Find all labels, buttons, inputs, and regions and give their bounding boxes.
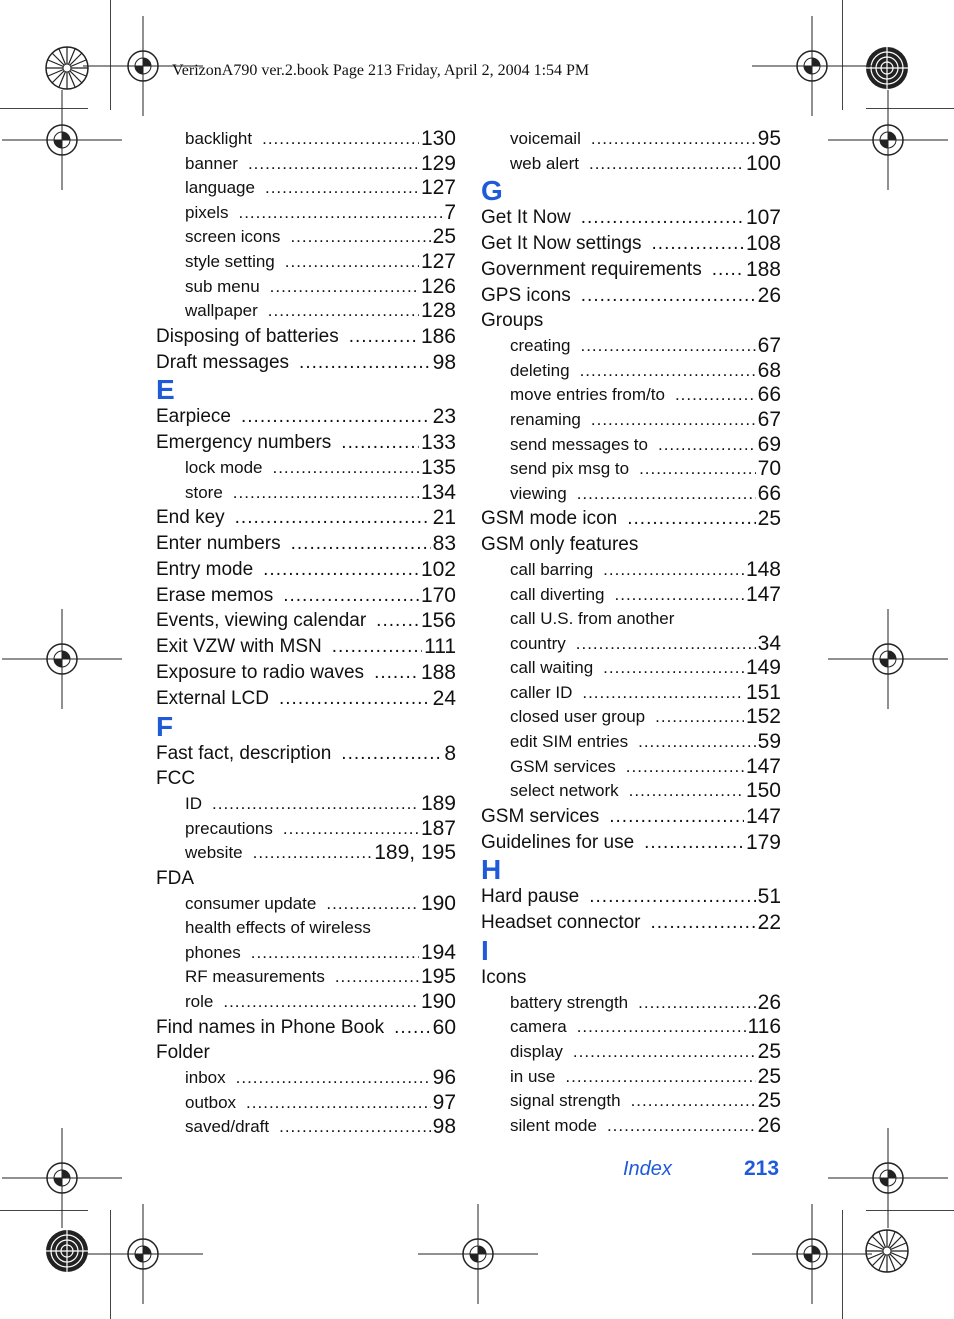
entry-term: pixels [185, 202, 229, 222]
index-subentry [156, 892, 456, 917]
index-subentry [481, 730, 781, 755]
entry-term: display [510, 1042, 563, 1062]
index-subentry [156, 1091, 456, 1116]
entry-page-number: 187 [420, 816, 456, 840]
dot-leader [651, 910, 756, 936]
entry-page-number: 195 [420, 965, 456, 989]
entry-term: closed user group [510, 707, 646, 727]
dot-leader [332, 634, 422, 660]
entry-page-number: 149 [745, 656, 781, 680]
entry-page-number: 130 [420, 127, 456, 150]
entry-term: call waiting [510, 658, 594, 678]
entry-term: banner [185, 153, 238, 173]
entry-page-number: 95 [757, 127, 781, 150]
dot-leader [374, 660, 419, 686]
entry-term: consumer update [185, 893, 317, 913]
dot-leader [223, 990, 419, 1015]
index-heading: Folder [156, 1042, 210, 1064]
entry-term: Find names in Phone Book [156, 1016, 385, 1038]
entry-page-number: 25 [432, 225, 456, 249]
index-subentry [481, 383, 781, 408]
dot-leader [609, 804, 744, 830]
index-subentry [156, 1115, 456, 1140]
entry-term: Guidelines for use [481, 831, 635, 853]
entry-term: camera [510, 1017, 567, 1037]
dot-leader [565, 1065, 755, 1090]
dot-leader [655, 705, 744, 730]
index-entry [156, 583, 456, 609]
dot-leader [326, 892, 419, 917]
entry-page-number: 60 [432, 1015, 456, 1039]
entry-term: GSM mode icon [481, 508, 618, 530]
entry-page-number: 148 [745, 557, 781, 581]
dot-leader [577, 1015, 746, 1040]
dot-leader [279, 1115, 431, 1140]
entry-page-number: 66 [757, 383, 781, 407]
dot-leader [262, 127, 419, 152]
index-subentry [481, 1114, 781, 1139]
entry-page-number: 25 [757, 1089, 781, 1113]
entry-page-number: 126 [420, 274, 456, 298]
dot-leader [212, 792, 419, 817]
dot-leader [376, 608, 419, 634]
entry-page-number: 108 [745, 231, 781, 255]
index-subentry [156, 481, 456, 506]
index-subentry [156, 1066, 456, 1091]
entry-page-number: 25 [757, 507, 781, 531]
index-entry [481, 910, 781, 936]
dot-leader [235, 505, 431, 531]
dot-leader [251, 941, 419, 966]
entry-term: store [185, 482, 223, 502]
entry-page-number: 26 [757, 990, 781, 1014]
entry-page-number: 67 [757, 407, 781, 431]
dot-leader [712, 257, 744, 283]
index-column-right [481, 127, 781, 1138]
entry-page-number: 26 [757, 283, 781, 307]
entry-term: creating [510, 336, 571, 356]
entry-page-number: 190 [420, 990, 456, 1014]
entry-page-number: 8 [444, 741, 456, 765]
dot-leader [638, 730, 756, 755]
entry-term: RF measurements [185, 967, 325, 987]
entry-term: Earpiece [156, 406, 231, 428]
entry-page-number: 98 [432, 1115, 456, 1139]
dot-leader [272, 456, 418, 481]
entry-page-number: 97 [432, 1090, 456, 1114]
index-subentry [156, 990, 456, 1015]
index-section-letter: I [481, 935, 489, 967]
entry-page-number: 67 [757, 334, 781, 358]
dot-leader [233, 481, 419, 506]
entry-term: Get It Now [481, 207, 571, 229]
index-subentry [481, 779, 781, 804]
dot-leader [268, 299, 419, 324]
entry-page-number: 194 [420, 940, 456, 964]
dot-leader [631, 1089, 756, 1114]
entry-page-number: 68 [757, 358, 781, 382]
entry-term: Entry mode [156, 558, 254, 580]
index-subentry [481, 755, 781, 780]
dot-leader [580, 334, 755, 359]
entry-page-number: 26 [757, 1113, 781, 1137]
dot-leader [236, 1066, 431, 1091]
entry-term: Erase memos [156, 584, 274, 606]
entry-term: Events, viewing calendar [156, 610, 367, 632]
index-subentry [481, 1040, 781, 1065]
index-entry [156, 324, 456, 350]
index-subentry [156, 250, 456, 275]
entry-term: caller ID [510, 682, 573, 702]
index-subentry [481, 681, 781, 706]
index-subentry [156, 152, 456, 177]
dot-leader [638, 991, 756, 1016]
index-subentry [481, 1089, 781, 1114]
page-number: 213 [744, 1157, 780, 1180]
dot-leader [577, 482, 756, 507]
index-subentry-continued: call U.S. from another [510, 609, 675, 629]
entry-page-number: 70 [757, 457, 781, 481]
index-entry [156, 505, 456, 531]
dot-leader [394, 1015, 431, 1041]
registration-crosshair-icon [826, 597, 950, 721]
dot-leader [341, 741, 442, 767]
entry-page-number: 186 [420, 324, 456, 348]
index-entry [156, 430, 456, 456]
dot-leader [279, 686, 431, 712]
dot-leader [349, 324, 419, 350]
entry-term: precautions [185, 818, 273, 838]
index-entry [156, 531, 456, 557]
dot-leader [589, 884, 755, 910]
entry-page-number: 152 [745, 705, 781, 729]
entry-term: phones [185, 942, 241, 962]
entry-term: External LCD [156, 687, 269, 709]
entry-term: Exposure to radio waves [156, 661, 365, 683]
registration-crosshair-icon [750, 1192, 874, 1316]
index-subentry [156, 201, 456, 226]
entry-term: call diverting [510, 584, 605, 604]
entry-page-number: 21 [432, 506, 456, 530]
entry-term: outbox [185, 1092, 237, 1112]
dot-leader [581, 283, 756, 309]
entry-page-number: 134 [420, 480, 456, 504]
index-entry [481, 506, 781, 532]
entry-term: edit SIM entries [510, 732, 629, 752]
entry-page-number: 24 [432, 686, 456, 710]
registration-crosshair-icon [416, 1192, 540, 1316]
entry-page-number: 100 [745, 151, 781, 175]
entry-term: Enter numbers [156, 532, 281, 554]
entry-page-number: 127 [420, 249, 456, 273]
entry-page-number: 156 [420, 609, 456, 633]
registration-crosshair-icon [0, 597, 124, 721]
entry-page-number: 147 [745, 804, 781, 828]
entry-term: move entries from/to [510, 385, 665, 405]
entry-page-number: 189 [420, 792, 456, 816]
entry-page-number: 116 [747, 1015, 781, 1039]
entry-term: select network [510, 781, 619, 801]
dot-leader [265, 176, 419, 201]
dot-leader [582, 681, 744, 706]
index-subentry [156, 841, 456, 866]
entry-term: call barring [510, 559, 594, 579]
entry-term: Emergency numbers [156, 432, 332, 454]
index-entry [156, 404, 456, 430]
index-subentry [481, 1065, 781, 1090]
dot-leader [629, 779, 744, 804]
dot-leader [283, 583, 419, 609]
entry-term: backlight [185, 129, 253, 148]
entry-term: Fast fact, description [156, 742, 332, 764]
entry-term: language [185, 178, 255, 198]
entry-term: Hard pause [481, 886, 580, 908]
entry-page-number: 150 [745, 779, 781, 803]
dot-leader [591, 127, 756, 152]
entry-term: Headset connector [481, 912, 641, 934]
index-subentry [156, 792, 456, 817]
index-entry [481, 231, 781, 257]
index-entry [481, 830, 781, 856]
dot-leader [238, 201, 442, 226]
dot-leader [241, 404, 431, 430]
index-entry [156, 608, 456, 634]
index-subentry [481, 359, 781, 384]
entry-term: in use [510, 1066, 556, 1086]
index-subentry [481, 1015, 781, 1040]
entry-term: GSM services [510, 756, 616, 776]
index-subentry [156, 941, 456, 966]
index-entry [156, 557, 456, 583]
entry-term: viewing [510, 483, 567, 503]
entry-page-number: 96 [432, 1066, 456, 1090]
entry-page-number: 179 [745, 830, 781, 854]
index-subentry [156, 176, 456, 201]
entry-page-number: 147 [745, 754, 781, 778]
entry-page-number: 34 [757, 631, 781, 655]
index-subentry [481, 457, 781, 482]
index-subentry [156, 225, 456, 250]
dot-leader [615, 583, 744, 608]
entry-term: Government requirements [481, 258, 702, 280]
index-section-letter: E [156, 374, 175, 406]
entry-page-number: 135 [420, 455, 456, 479]
entry-term: End key [156, 507, 225, 529]
dot-leader [253, 841, 373, 866]
entry-term: signal strength [510, 1091, 621, 1111]
entry-term: web alert [510, 153, 579, 173]
entry-page-number: 25 [757, 1064, 781, 1088]
index-entry [156, 350, 456, 376]
index-subentry [481, 482, 781, 507]
index-entry [156, 741, 456, 767]
index-subentry [156, 817, 456, 842]
dot-leader [603, 558, 744, 583]
index-entry [481, 205, 781, 231]
dot-leader [270, 275, 419, 300]
entry-term: style setting [185, 251, 275, 271]
dot-leader [285, 250, 419, 275]
entry-term: voicemail [510, 129, 581, 148]
entry-page-number: 188 [745, 257, 781, 281]
dot-leader [591, 408, 756, 433]
index-subentry [481, 632, 781, 657]
entry-term: role [185, 992, 214, 1012]
entry-term: silent mode [510, 1115, 597, 1135]
entry-page-number: 107 [745, 206, 781, 230]
dot-leader [291, 531, 431, 557]
dot-leader [589, 152, 744, 177]
index-entry [156, 660, 456, 686]
dot-leader [652, 231, 744, 257]
index-entry [481, 257, 781, 283]
entry-page-number: 188 [420, 660, 456, 684]
dot-leader [335, 965, 419, 990]
entry-term: inbox [185, 1068, 226, 1088]
dot-leader [290, 225, 430, 250]
entry-page-number: 151 [745, 680, 781, 704]
dot-leader [607, 1114, 756, 1139]
index-subentry-continued: health effects of wireless [185, 918, 371, 938]
dot-leader [603, 656, 744, 681]
entry-page-number: 25 [757, 1040, 781, 1064]
entry-page-number: 83 [432, 531, 456, 555]
entry-page-number: 23 [432, 405, 456, 429]
entry-page-number: 128 [420, 299, 456, 323]
index-heading: Groups [481, 310, 544, 332]
index-entry [481, 804, 781, 830]
index-section-letter: G [481, 175, 503, 207]
index-entry [156, 634, 456, 660]
dot-leader [246, 1091, 431, 1116]
entry-page-number: 69 [757, 432, 781, 456]
entry-term: send pix msg to [510, 459, 630, 479]
dot-leader [573, 1040, 756, 1065]
entry-term: deleting [510, 360, 570, 380]
entry-term: Exit VZW with MSN [156, 636, 322, 658]
entry-page-number: 7 [444, 200, 456, 224]
entry-term: GPS icons [481, 284, 571, 306]
index-subentry [481, 152, 781, 177]
entry-page-number: 133 [420, 431, 456, 455]
index-subentry [481, 583, 781, 608]
entry-term: sub menu [185, 276, 260, 296]
dot-leader [581, 205, 744, 231]
entry-page-number: 170 [420, 583, 456, 607]
entry-term: website [185, 843, 243, 863]
entry-term: Disposing of batteries [156, 325, 339, 347]
index-subentry [156, 299, 456, 324]
entry-term: GSM services [481, 805, 600, 827]
dot-leader [644, 830, 744, 856]
index-subentry [481, 334, 781, 359]
entry-term: ID [185, 794, 202, 814]
entry-page-number: 189, 195 [374, 841, 456, 865]
index-entry [156, 1015, 456, 1041]
entry-term: country [510, 633, 566, 653]
index-entry [156, 686, 456, 712]
index-subentry [481, 433, 781, 458]
index-heading: GSM only features [481, 534, 639, 556]
entry-page-number: 129 [420, 151, 456, 175]
entry-page-number: 147 [745, 582, 781, 606]
dot-leader [627, 506, 755, 532]
index-heading: FDA [156, 867, 194, 889]
entry-term: lock mode [185, 457, 263, 477]
index-subentry [481, 656, 781, 681]
dot-leader [263, 557, 419, 583]
entry-term: battery strength [510, 992, 629, 1012]
registration-crosshair-icon [826, 78, 950, 202]
index-heading: Icons [481, 967, 527, 989]
index-subentry [481, 558, 781, 583]
index-subentry [156, 456, 456, 481]
dot-leader [675, 383, 756, 408]
index-section-letter: F [156, 710, 174, 742]
dot-leader [639, 457, 756, 482]
index-subentry [481, 705, 781, 730]
entry-term: Draft messages [156, 351, 290, 373]
entry-term: send messages to [510, 434, 648, 454]
index-column-left [156, 127, 456, 1140]
entry-page-number: 98 [432, 350, 456, 374]
dot-leader [248, 152, 419, 177]
index-entry [481, 884, 781, 910]
index-subentry [481, 408, 781, 433]
book-header: VerizonA790 ver.2.book Page 213 Friday, April 2, 2004 1:54 PM [172, 62, 590, 79]
entry-page-number: 59 [757, 730, 781, 754]
entry-page-number: 127 [420, 176, 456, 200]
dot-leader [299, 350, 431, 376]
footer-section-label: Index [623, 1158, 672, 1180]
entry-term: Get It Now settings [481, 232, 642, 254]
index-heading: FCC [156, 768, 196, 790]
index-subentry [156, 275, 456, 300]
entry-page-number: 111 [424, 635, 456, 659]
dot-leader [658, 433, 756, 458]
dot-leader [576, 632, 756, 657]
index-subentry [481, 991, 781, 1016]
dot-leader [283, 817, 419, 842]
entry-page-number: 190 [420, 891, 456, 915]
entry-term: screen icons [185, 227, 281, 247]
index-subentry [481, 127, 781, 152]
entry-page-number: 51 [757, 885, 781, 909]
index-section-letter: H [481, 854, 502, 886]
index-entry [481, 283, 781, 309]
entry-page-number: 66 [757, 481, 781, 505]
dot-leader [626, 755, 744, 780]
entry-term: renaming [510, 409, 581, 429]
dot-leader [580, 359, 756, 384]
entry-page-number: 102 [420, 557, 456, 581]
index-subentry [156, 127, 456, 152]
index-subentry [156, 965, 456, 990]
registration-crosshair-icon [81, 1192, 205, 1316]
entry-term: wallpaper [185, 301, 258, 321]
registration-crosshair-icon [0, 78, 124, 202]
entry-page-number: 22 [757, 911, 781, 935]
dot-leader [341, 430, 419, 456]
entry-term: saved/draft [185, 1117, 270, 1137]
